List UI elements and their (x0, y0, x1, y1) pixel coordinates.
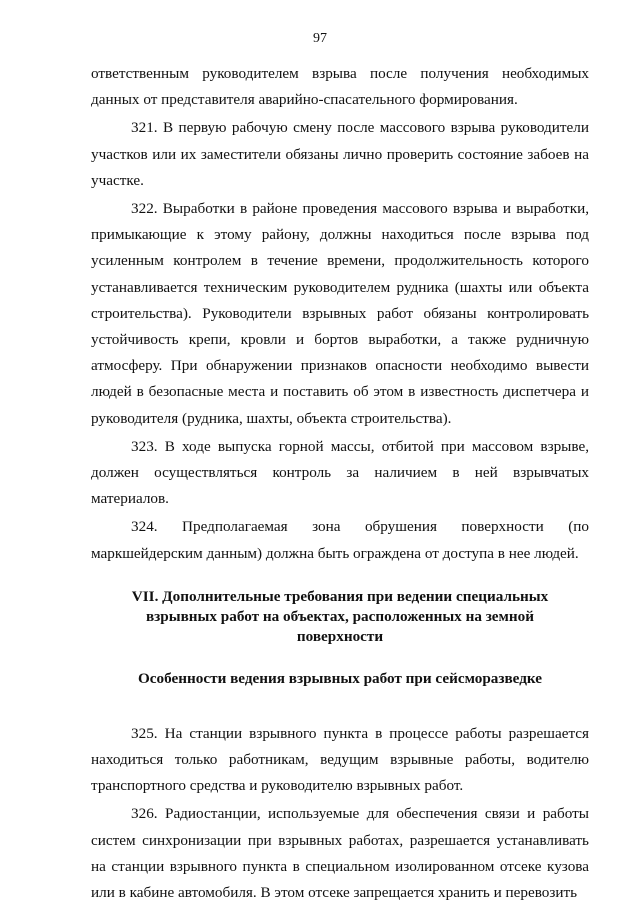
paragraph-321: 321. В первую рабочую смену после массового взрыва руководители участков или их заместители обязаны лично проверить состояние забоев на участке. (91, 119, 589, 189)
document-body (91, 61, 589, 906)
paragraph-continuation: ответственным руководителем взрыва после получения необходимых данных от представителя аварийно-спасательного формирования. (91, 65, 589, 109)
paragraph-323: 323. В ходе выпуска горной массы, отбитой при массовом взрыве, должен осуществляться контроль за наличием в ней взрывчатых материалов. (91, 437, 589, 508)
section-subheading: Особенности ведения взрывных работ при сейсморазведке (137, 669, 543, 687)
page-number: 97 (313, 31, 327, 46)
section-heading: VII. Дополнительные требования при ведении специальных взрывных работ на объектах, расположенных на земной поверхности (131, 587, 549, 645)
paragraph-325: 325. На станции взрывного пункта в процессе работы разрешается находиться только работникам, ведущим взрывные работы, водителю транспортного средства и руководителю взрывных работ. (91, 724, 589, 795)
paragraph-324: 324. Предполагаемая зона обрушения поверхности (по маркшейдерским данным) должна быть ограждена от доступа в нее людей. (91, 518, 589, 562)
paragraph-326: 326. Радиостанции, используемые для обеспечения связи и работы систем синхронизации при взрывных работах, разрешается устанавливать на станции взрывного пункта в специальном изолированном отсеке кузова или в кабине автомобиля. В этом отсеке запрещается хранить и перевозить (91, 805, 589, 902)
paragraph-322: 322. Выработки в районе проведения массового взрыва и выработки, примыкающие к этому району, должны находиться после взрыва под усиленным контролем в течение времени, продолжительность которого устанавливается техническим руководителем рудника (шахты или объекта строительства). Руководители взрывных работ обязаны контролировать устойчивость крепи, кровли и бортов выработки, а также рудничную атмосферу. При обнаружении признаков опасности необходимо вывести людей в безопасные места и поставить об этом в известность диспетчера и руководителя (рудника, шахты, объекта строительства). (91, 200, 589, 427)
